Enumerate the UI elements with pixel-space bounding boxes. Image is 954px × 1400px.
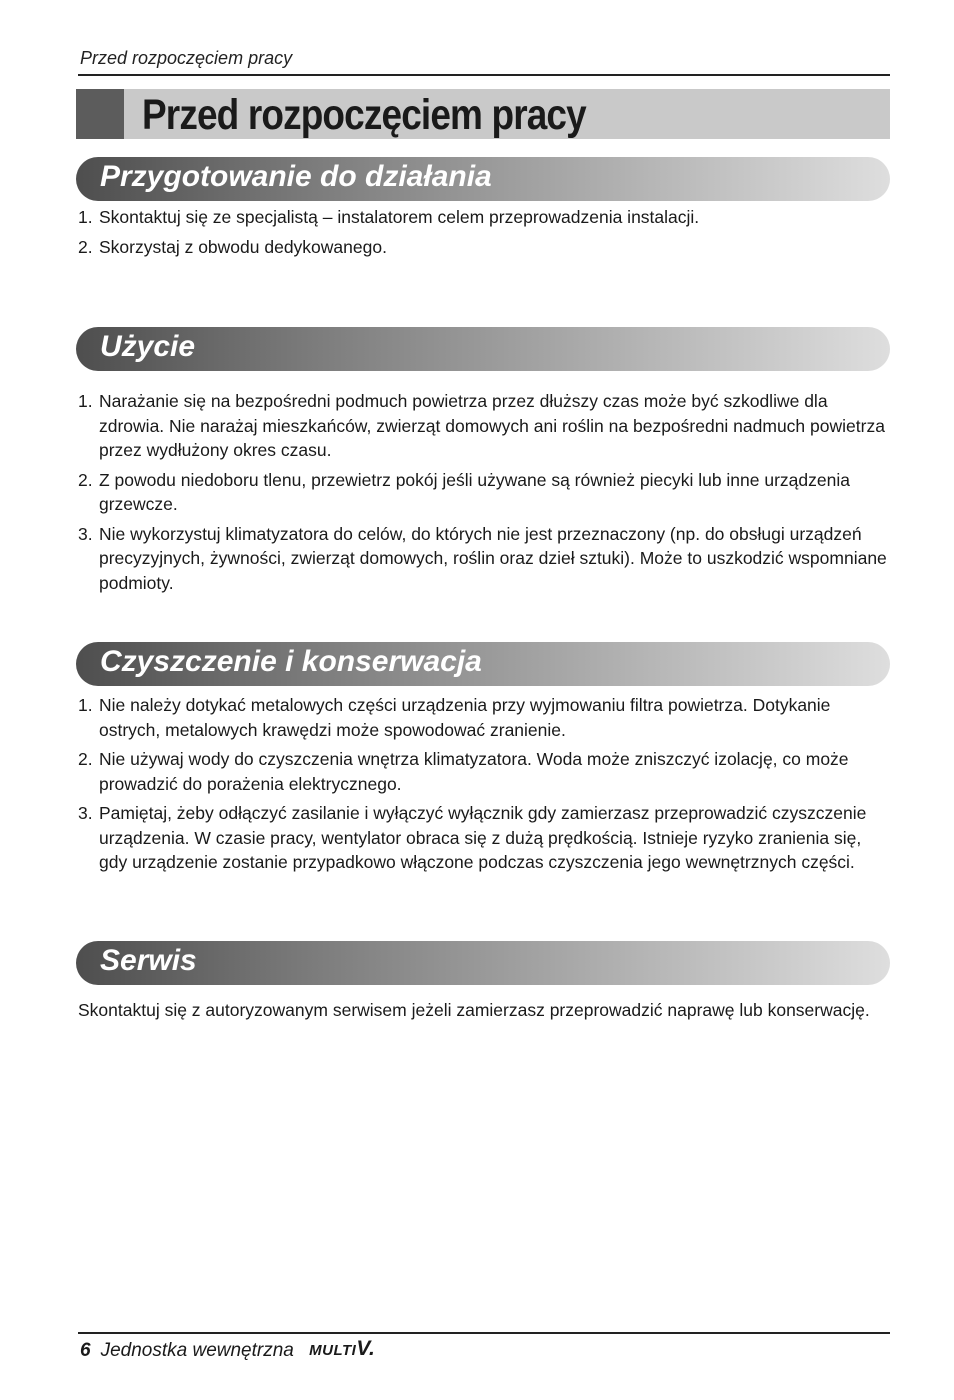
cleaning-list [78, 693, 890, 880]
list-item: 3. Pamiętaj, żeby odłączyć zasilanie i wyłączyć wyłącznik gdy zamierzasz przeprowadzić czyszczenie urządzenia. W czasie pracy, wentylator obraca się z dużą prędkością. Istnieje ryzyko zranienia się, gdy urządzenie zostanie przypadkowo włączone podczas czyszczenia jego wewnętrznych części. [78, 803, 867, 872]
usage-list [78, 389, 890, 600]
section-heading-cleaning [76, 642, 890, 686]
page-footer [80, 1337, 375, 1362]
section-title: Czyszczenie i konserwacja [100, 645, 482, 678]
footer-divider [78, 1332, 890, 1334]
page-number: 6 [80, 1340, 91, 1361]
list-item: 3. Nie wykorzystuj klimatyzatora do celów, do których nie jest przeznaczony (np. do obsługi urządzeń precyzyjnych, żywności, zwierząt domowych, roślin oraz dzieł sztuki). Może to uszkodzić wspomniane podmioty. [78, 523, 887, 593]
page-title-bar [76, 89, 890, 139]
section-heading-service [76, 941, 890, 985]
header-divider [78, 74, 890, 76]
section-heading-preparation [76, 157, 890, 201]
list-item: 2. Nie używaj wody do czyszczenia wnętrza klimatyzatora. Woda może zniszczyć izolację, co może prowadzić do porażenia elektrycznego. [78, 749, 849, 794]
preparation-list [78, 205, 890, 264]
section-title: Serwis [100, 944, 197, 977]
list-item: 1. Skontaktuj się ze specjalistą – instalatorem celem przeprowadzenia instalacji. [78, 207, 700, 227]
page-title: Przed rozpoczęciem pracy [142, 91, 586, 139]
footer-label: Jednostka wewnętrzna [100, 1340, 294, 1361]
section-title: Przygotowanie do działania [100, 160, 492, 193]
running-header: Przed rozpoczęciem pracy [80, 48, 293, 68]
section-heading-usage [76, 327, 890, 371]
list-item: 1. Nie należy dotykać metalowych części urządzenia przy wyjmowaniu filtra powietrza. Dotykanie ostrych, metalowych krawędzi może spowodować zranienie. [78, 695, 831, 740]
list-item: 1. Narażanie się na bezpośredni podmuch powietrza przez dłuższy czas może być szkodliwe dla zdrowia. Nie narażaj mieszkańców, zwierząt domowych ani roślin na bezpośredni nadmuch powietrza przez wydłużony okres czasu. [78, 391, 885, 460]
section-title: Użycie [100, 330, 196, 363]
title-accent-block [76, 89, 124, 139]
list-item: 2. Z powodu niedoboru tlenu, przewietrz pokój jeśli używane są również piecyki lub inne urządzenia grzewcze. [78, 469, 850, 514]
service-paragraph: Skontaktuj się z autoryzowanym serwisem jeżeli zamierzasz przeprowadzić naprawę lub konserwację. [78, 1000, 870, 1020]
multi-v-logo: MULTIV. [309, 1337, 376, 1360]
list-item: 2. Skorzystaj z obwodu dedykowanego. [78, 236, 387, 257]
